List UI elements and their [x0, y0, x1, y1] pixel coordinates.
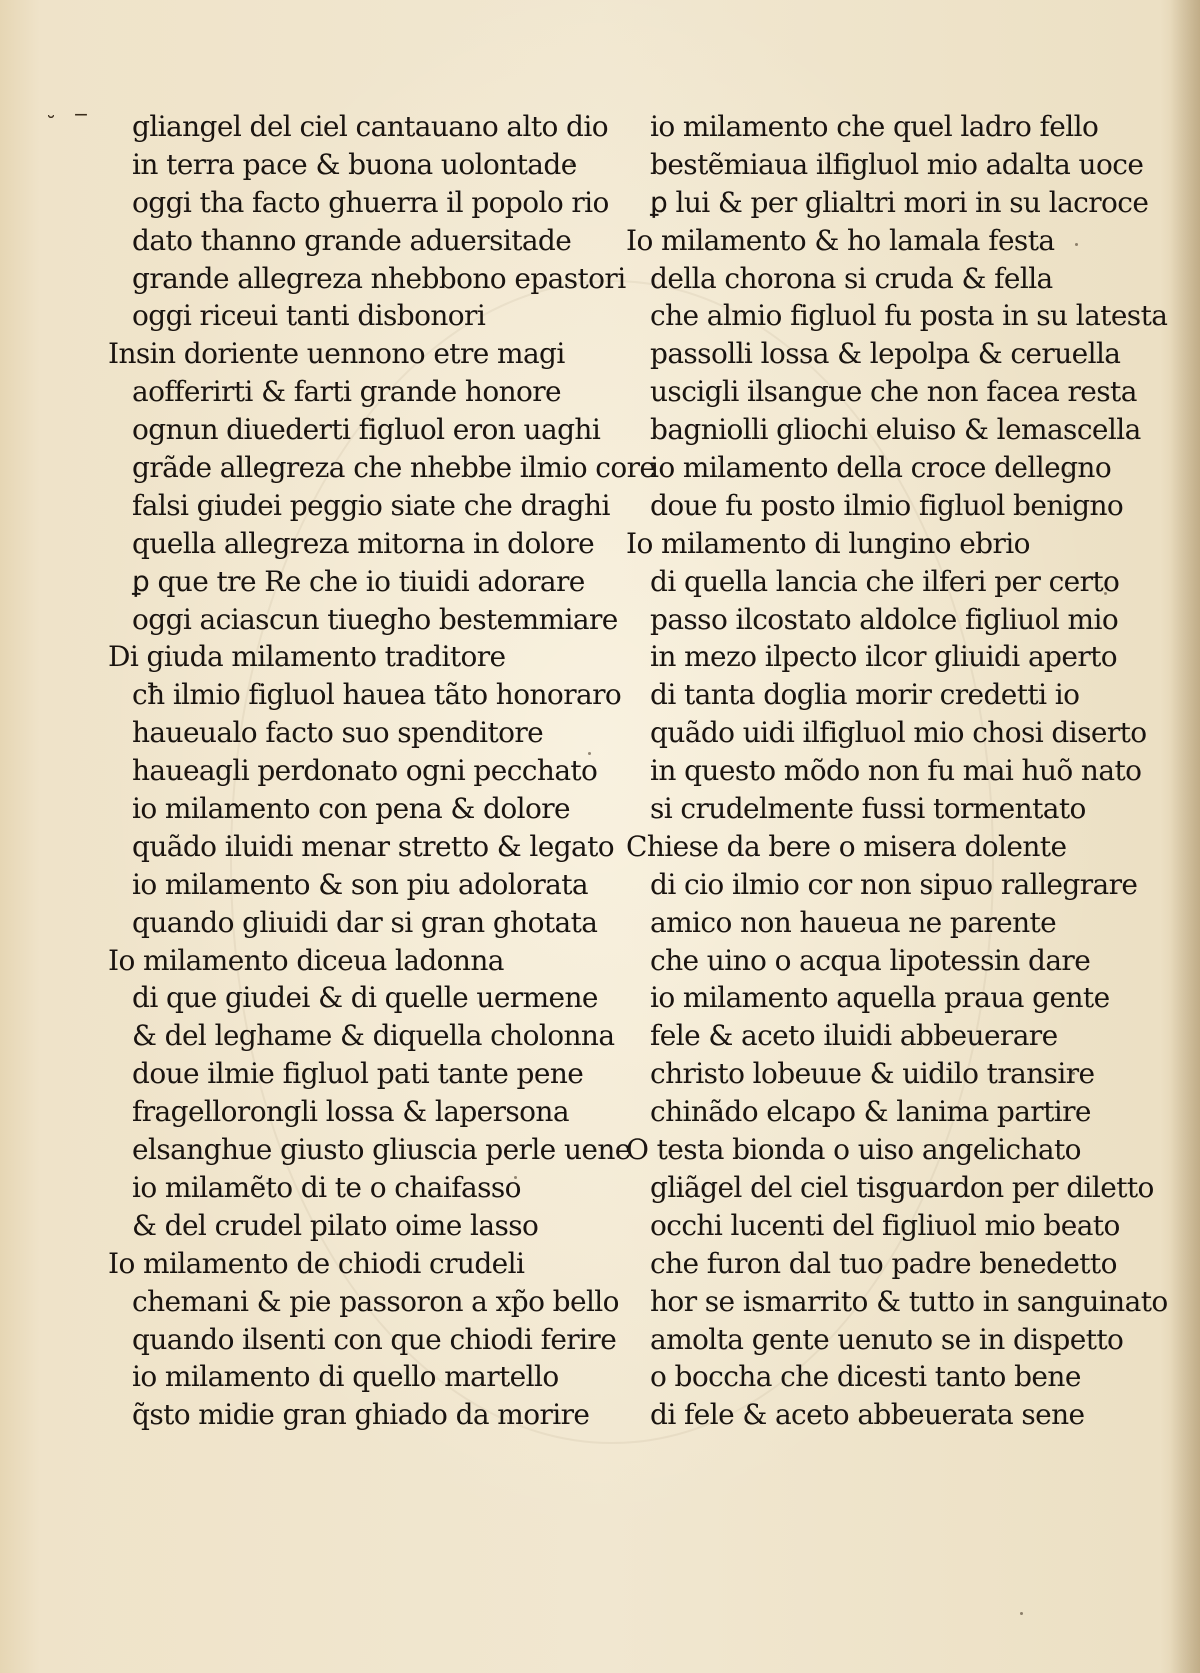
verse-line: elsanghue giusto gliuscia perle uene — [132, 1133, 631, 1167]
verse-line: chemani & pie passoron a xp̃o bello — [132, 1284, 619, 1318]
verse-line: amolta gente uenuto se in dispetto — [650, 1322, 1124, 1356]
stanza-first-line: Io milamento & ho lamala festa — [626, 223, 1055, 257]
verse-line: oggi aciascun tiuegho bestemmiare — [132, 602, 618, 636]
margin-dash: ‒ — [74, 102, 88, 127]
verse-line: haueagli perdonato ogni pecchato — [132, 754, 598, 788]
verse-line: io milamẽto di te o chaifasso — [132, 1170, 521, 1204]
verse-line: oggi riceui tanti disbonori — [132, 299, 486, 333]
verse-line: della chorona si cruda & fella — [650, 261, 1053, 295]
stanza-first-line: O testa bionda o uiso angelichato — [626, 1133, 1081, 1167]
verse-line: quãdo uidi ilfigluol mio chosi diserto — [650, 716, 1147, 750]
verse-line: christo lobeuue & uidilo transire — [650, 1057, 1095, 1091]
verse-line: io milamento con pena & dolore — [132, 792, 570, 826]
verse-line: si crudelmente fussi tormentato — [650, 792, 1086, 826]
verse-line: aofferirti & farti grande honore — [132, 375, 562, 409]
verse-line: falsi giudei peggio siate che draghi — [132, 488, 610, 522]
stanza-first-line: Io milamento de chiodi crudeli — [108, 1246, 525, 1280]
verse-line: ꝑ lui & per glialtri mori in su lacroce — [650, 185, 1149, 219]
verse-line: amico non haueua ne parente — [650, 905, 1057, 939]
verse-line: in questo mõdo non fu mai huõ nato — [650, 754, 1142, 788]
margin-mark: ˘ — [46, 112, 56, 136]
verse-line: in mezo ilpecto ilcor gliuidi aperto — [650, 640, 1118, 674]
verse-line: ꝑ que tre Re che io tiuidi adorare — [132, 564, 585, 598]
stanza-first-line: Io milamento di lungino ebrio — [626, 526, 1030, 560]
verse-line: io milamento della croce dellegno — [650, 451, 1112, 485]
verse-line: doue ilmie figluol pati tante pene — [132, 1057, 584, 1091]
stanza-first-line: Insin doriente uennono etre magi — [108, 337, 565, 371]
left-text-column — [108, 108, 656, 1434]
verse-line: gliãgel del ciel tisguardon per diletto — [650, 1170, 1154, 1204]
verse-line: & del crudel pilato oime lasso — [132, 1208, 539, 1242]
verse-line: di fele & aceto abbeuerata sene — [650, 1398, 1085, 1432]
verse-line: ognun diuederti figluol eron uaghi — [132, 413, 601, 447]
verse-line: io milamento che quel ladro fello — [650, 110, 1099, 143]
verse-line: uscigli ilsangue che non facea resta — [650, 375, 1137, 409]
verse-line: di cio ilmio cor non sipuo rallegrare — [650, 867, 1138, 901]
verse-line: doue fu posto ilmio figluol benigno — [650, 488, 1124, 522]
verse-line: che uino o acqua lipotessin dare — [650, 943, 1091, 977]
verse-line: di que giudei & di quelle uermene — [132, 981, 598, 1015]
verse-line: grande allegreza nhebbono epastori — [132, 261, 626, 295]
verse-line: io milamento & son piu adolorata — [132, 867, 588, 901]
verse-line: & del leghame & diquella cholonna — [132, 1019, 615, 1053]
stanza-first-line: Di giuda milamento traditore — [108, 640, 506, 674]
verse-line: occhi lucenti del figliuol mio beato — [650, 1208, 1120, 1242]
verse-line: dato thanno grande aduersitade — [132, 223, 572, 257]
verse-line: di quella lancia che ilferi per certo — [650, 564, 1120, 598]
verse-line: io milamento di quello martello — [132, 1360, 559, 1394]
verse-line: bestẽmiaua ilfigluol mio adalta uoce — [650, 147, 1144, 181]
verse-line: passo ilcostato aldolce figliuol mio — [650, 602, 1119, 636]
page-edge-shadow — [1170, 0, 1200, 1673]
verse-line: quando gliuidi dar si gran ghotata — [132, 905, 598, 939]
verse-line: in terra pace & buona uolontade — [132, 147, 577, 181]
verse-line: fele & aceto iluidi abbeuerare — [650, 1019, 1058, 1053]
verse-line: che almio figluol fu posta in su latesta — [650, 299, 1168, 333]
verse-line: gliangel del ciel cantauano alto dio — [132, 110, 608, 143]
verse-line: cħ ilmio figluol hauea tãto honoraro — [132, 678, 622, 712]
verse-line: di tanta doglia morir credetti io — [650, 678, 1080, 712]
verse-line: che furon dal tuo padre benedetto — [650, 1246, 1117, 1280]
verse-line: oggi tha facto ghuerra il popolo rio — [132, 185, 609, 219]
verse-line: quãdo iluidi menar stretto & legato — [132, 829, 615, 863]
verse-line: fragellorongli lossa & lapersona — [132, 1095, 569, 1129]
verse-line: chinãdo elcapo & lanima partire — [650, 1095, 1091, 1129]
verse-line: hor se ismarrito & tutto in sanguinato — [650, 1284, 1168, 1318]
verse-line: q̃sto midie gran ghiado da morire — [132, 1398, 590, 1432]
verse-line: passolli lossa & lepolpa & ceruella — [650, 337, 1121, 371]
verse-line: io milamento aquella praua gente — [650, 981, 1110, 1015]
stanza-first-line: Io milamento diceua ladonna — [108, 943, 504, 977]
verse-line: quando ilsenti con que chiodi ferire — [132, 1322, 617, 1356]
stanza-first-line: Chiese da bere o misera dolente — [626, 829, 1067, 863]
verse-line: o boccha che dicesti tanto bene — [650, 1360, 1081, 1394]
verse-line: haueualo facto suo spenditore — [132, 716, 544, 750]
verse-line: quella allegreza mitorna in dolore — [132, 526, 595, 560]
right-text-column — [626, 108, 1168, 1434]
verse-line: grãde allegreza che nhebbe ilmio core — [132, 451, 656, 485]
verse-line: bagniolli gliochi eluiso & lemascella — [650, 413, 1141, 447]
